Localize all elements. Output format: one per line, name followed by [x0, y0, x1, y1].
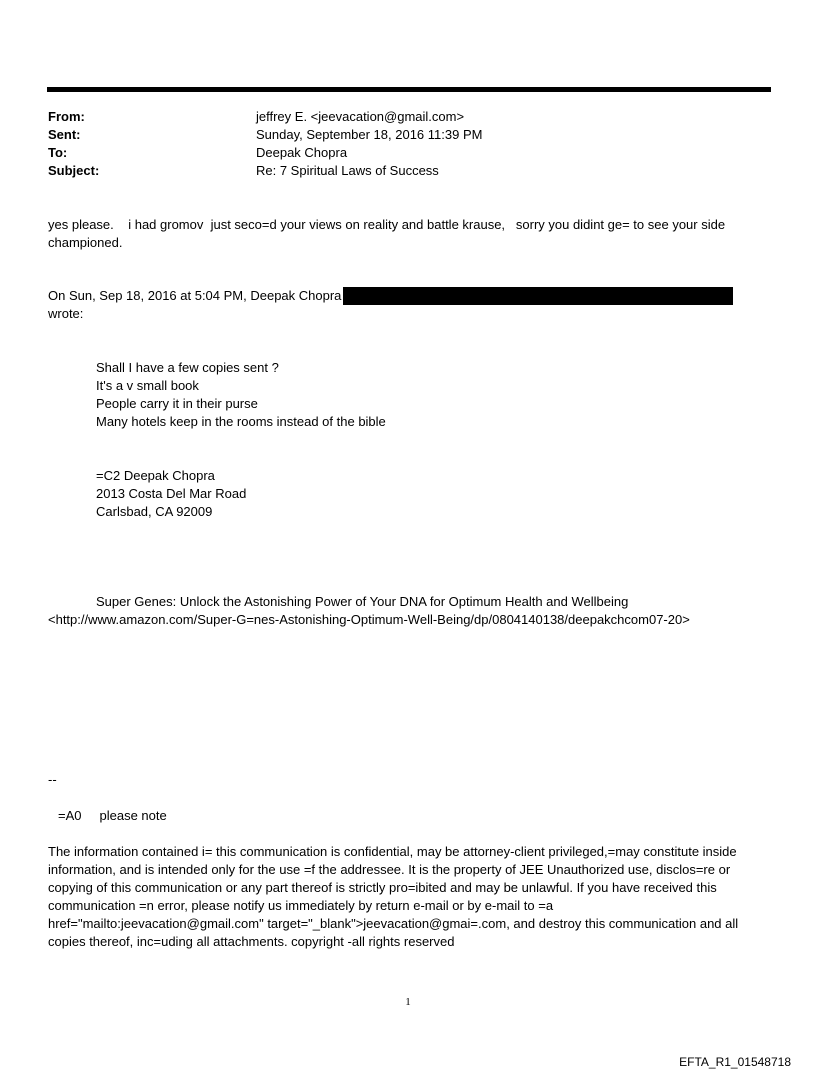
quoted-line: Shall I have a few copies sent ?	[96, 360, 279, 375]
quote-intro-text: On Sun, Sep 18, 2016 at 5:04 PM, Deepak Chopra	[48, 288, 342, 303]
book-link[interactable]: <http://www.amazon.com/Super-G=nes-Astonishing-Optimum-Well-Being/dp/0804140138/deepakchcom07-20>	[48, 612, 690, 627]
quoted-line: People carry it in their purse	[96, 396, 258, 411]
signature-line: Carlsbad, CA 92009	[96, 504, 213, 519]
sent-label: Sent:	[48, 127, 81, 142]
sent-value: Sunday, September 18, 2016 11:39 PM	[256, 127, 483, 142]
bates-number: EFTA_R1_01548718	[679, 1055, 791, 1069]
signature-line: 2013 Costa Del Mar Road	[96, 486, 247, 501]
signature-block	[96, 467, 246, 521]
to-value: Deepak Chopra	[256, 145, 348, 160]
subject-label: Subject:	[48, 163, 100, 178]
signature-line: =C2 Deepak Chopra	[96, 468, 215, 483]
quoted-message	[96, 359, 386, 431]
subject-value: Re: 7 Spiritual Laws of Success	[256, 163, 439, 178]
from-row	[48, 108, 482, 126]
header-divider	[47, 87, 771, 92]
quoted-line: Many hotels keep in the rooms instead of the bible	[96, 414, 386, 429]
to-label: To:	[48, 145, 68, 160]
quote-intro-line	[48, 287, 733, 305]
reply-body: yes please. i had gromov just seco=d your views on reality and battle krause, sorry you didint ge= to see your side championed.	[48, 217, 729, 250]
email-header	[48, 108, 482, 180]
confidentiality-disclaimer: The information contained i= this communication is confidential, may be attorney-client privileged,=may constitute inside information, and is intended only for the use =f the addressee. It is the property of JEE Unauthorized use, disclos=re or copying of this communication or any part thereof is strictly pro=ibited and may be unlawful. If you have received this communication =n error, please notify us immediately by return e-mail or by e-mail to =a href="mailto:jeevacation@gmail.com" target="_blank">jeevacation@gmai=.com, and destroy this communication and all copies thereof, inc=uding all attachments. copyright -all rights reserved	[48, 844, 739, 949]
page-number: 1	[405, 996, 411, 1008]
note-prefix: =A0	[58, 808, 82, 823]
subject-row	[48, 162, 482, 180]
from-label: From:	[48, 109, 85, 124]
signature-separator: --	[48, 772, 57, 787]
book-promo	[48, 593, 690, 629]
redaction-block	[343, 287, 733, 305]
quote-intro-wrote: wrote:	[48, 306, 84, 321]
sent-row	[48, 126, 482, 144]
note-text: please note	[99, 808, 167, 823]
note-line	[58, 807, 167, 825]
book-title: Super Genes: Unlock the Astonishing Power of Your DNA for Optimum Health and Wellbeing	[96, 594, 629, 609]
to-row	[48, 144, 482, 162]
quoted-line: It's a v small book	[96, 378, 199, 393]
quote-intro	[48, 287, 733, 323]
from-value: jeffrey E. <jeevacation@gmail.com>	[256, 109, 465, 124]
